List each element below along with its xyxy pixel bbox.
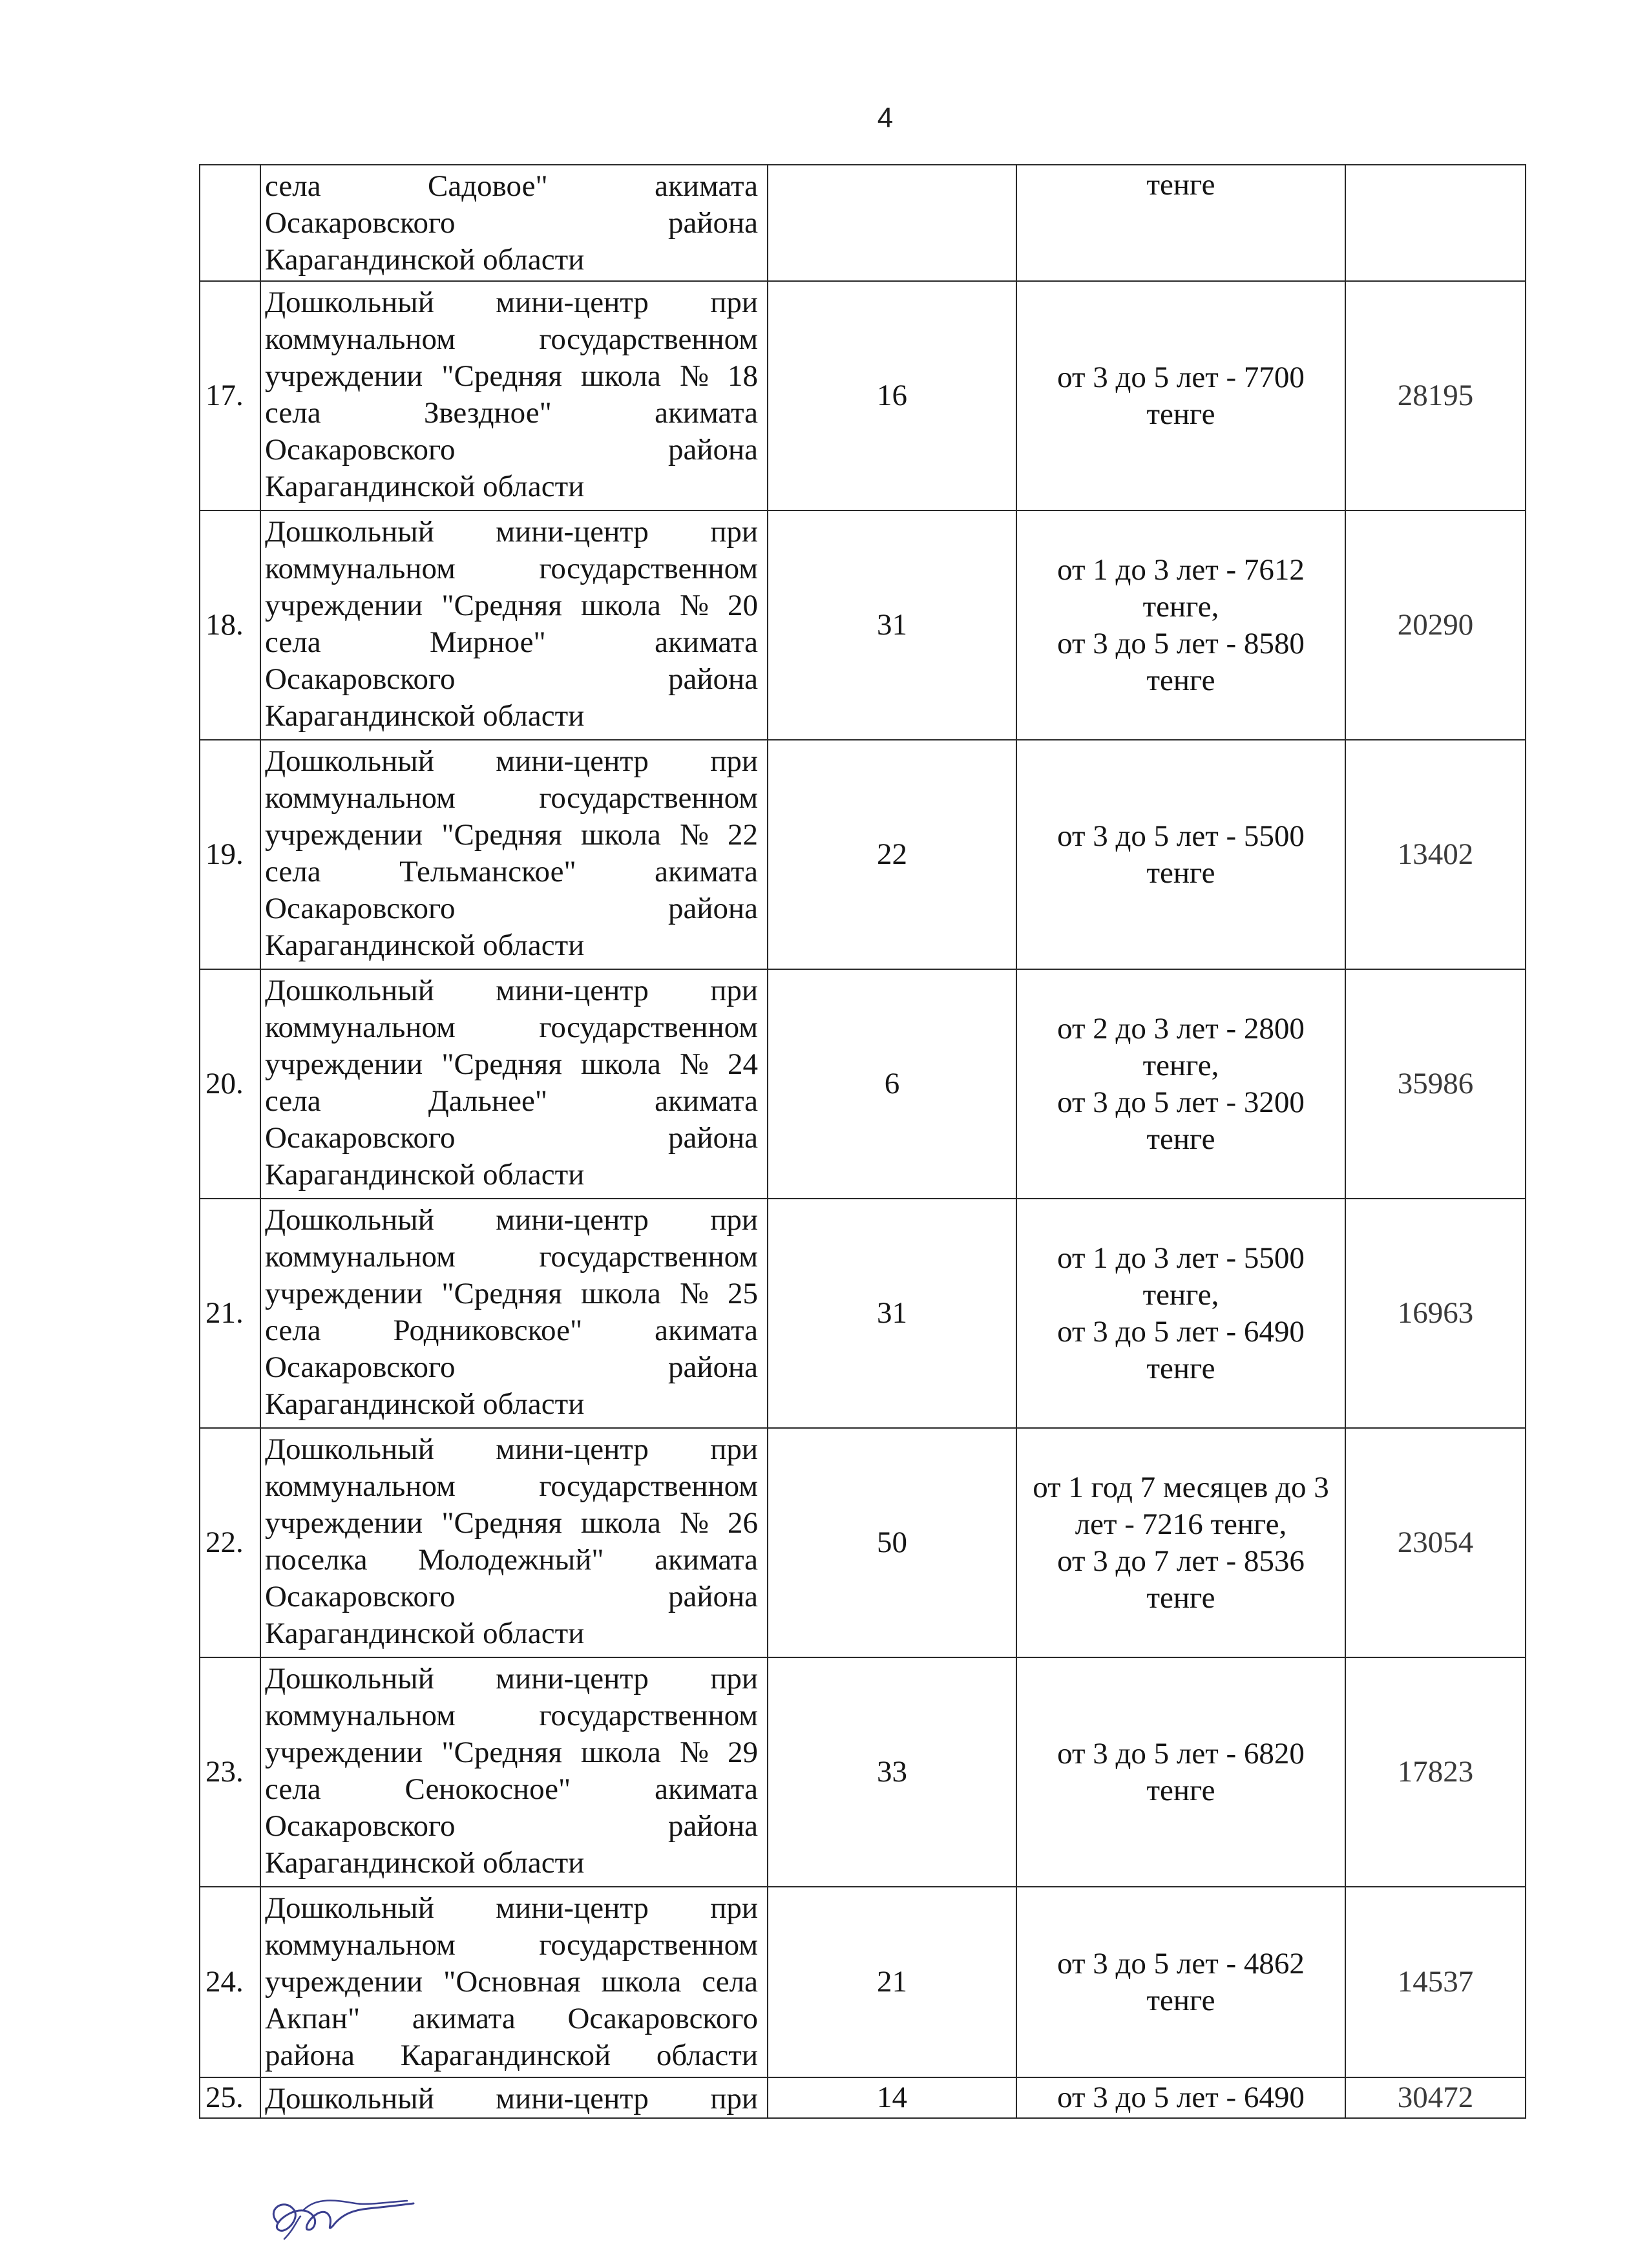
parent-fee-line: от 3 до 5 лет - 6490 [1057, 2081, 1305, 2114]
institution-name-line: Карагандинской области [265, 243, 585, 277]
institution-name [260, 1428, 768, 1657]
table-row [200, 2077, 1526, 2118]
cost-per-child: 16963 [1345, 1199, 1526, 1428]
parent-fee-line: от 3 до 5 лет - 6490 [1057, 1314, 1305, 1349]
institution-name-line: села Садовое" акимата [265, 169, 758, 203]
row-number: 17. [200, 281, 260, 510]
institution-name-line: Дошкольный мини-центр при [265, 974, 758, 1007]
row-number: 23. [200, 1657, 260, 1887]
parent-fee [1016, 510, 1345, 740]
parent-fee-line: тенге [1146, 856, 1215, 890]
institution-name [260, 165, 768, 281]
parent-fee-line: от 2 до 3 лет - 2800 [1057, 1011, 1305, 1045]
institution-name [260, 1199, 768, 1428]
parent-fee [1016, 1199, 1345, 1428]
cost-per-child: 30472 [1345, 2077, 1526, 2118]
institution-name [260, 969, 768, 1199]
parent-fee-line: от 3 до 5 лет - 7700 [1057, 360, 1305, 394]
children-count: 14 [768, 2077, 1016, 2118]
institution-name-line: коммунальном государственном [265, 552, 758, 585]
table-row [200, 969, 1526, 1199]
parent-fee [1016, 165, 1345, 281]
cost-per-child: 14537 [1345, 1887, 1526, 2077]
parent-fee [1016, 1657, 1345, 1887]
institution-name-line: Карагандинской области [265, 1617, 585, 1650]
institution-name-line: Дошкольный мини-центр при [265, 744, 758, 778]
table-row [200, 1199, 1526, 1428]
institution-name-line: Дошкольный мини-центр при [265, 515, 758, 549]
parent-fee [1016, 1428, 1345, 1657]
parent-fee-line: тенге [1146, 1773, 1215, 1807]
parent-fee [1016, 740, 1345, 969]
institution-name [260, 510, 768, 740]
institution-name [260, 1657, 768, 1887]
institution-name-line: Акпан" акимата Осакаровского [265, 2002, 758, 2035]
cost-per-child: 35986 [1345, 969, 1526, 1199]
parent-fee-line: от 3 до 7 лет - 8536 [1057, 1544, 1305, 1578]
institution-name-line: села Звездное" акимата [265, 396, 758, 430]
children-count: 31 [768, 510, 1016, 740]
row-number: 18. [200, 510, 260, 740]
institution-name-line: коммунальном государственном [265, 781, 758, 815]
parent-fee-line: от 3 до 5 лет - 5500 [1057, 819, 1305, 853]
parent-fee-line: тенге, [1142, 589, 1219, 624]
institution-name-line: села Мирное" акимата [265, 625, 758, 659]
institution-name-line: Осакаровского района [265, 1580, 758, 1613]
children-count: 6 [768, 969, 1016, 1199]
parent-fee-line: тенге [1146, 1351, 1215, 1385]
table-row [200, 1428, 1526, 1657]
parent-fee-line: лет - 7216 тенге, [1075, 1507, 1287, 1541]
cost-per-child: 28195 [1345, 281, 1526, 510]
table-row [200, 740, 1526, 969]
institution-name-line: Карагандинской области [265, 470, 585, 503]
parent-fee-line: от 3 до 5 лет - 6820 [1057, 1736, 1305, 1770]
institution-name-line: учреждении "Средняя школа № 22 [265, 818, 758, 852]
children-count: 31 [768, 1199, 1016, 1428]
institution-name-line: села Сенокосное" акимата [265, 1772, 758, 1806]
table-row [200, 281, 1526, 510]
institution-name-line: Осакаровского района [265, 662, 758, 696]
row-number: 20. [200, 969, 260, 1199]
institution-name [260, 281, 768, 510]
row-number: 25. [200, 2077, 260, 2118]
table-row [200, 510, 1526, 740]
children-count: 22 [768, 740, 1016, 969]
parent-fee-line: тенге [1146, 1122, 1215, 1156]
parent-fee-line: тенге [1146, 1580, 1215, 1615]
institution-name-line: Карагандинской области [265, 929, 585, 962]
institution-name [260, 1887, 768, 2077]
children-count: 33 [768, 1657, 1016, 1887]
children-count: 21 [768, 1887, 1016, 2077]
parent-fee [1016, 1887, 1345, 2077]
institution-name-line: учреждении "Средняя школа № 26 [265, 1506, 758, 1540]
institution-name-line: коммунальном государственном [265, 1011, 758, 1044]
row-number: 24. [200, 1887, 260, 2077]
institution-name-line: коммунальном государственном [265, 1928, 758, 1962]
institution-name-line: коммунальном государственном [265, 1469, 758, 1503]
parent-fee-line: тенге, [1142, 1048, 1219, 1082]
institution-name-line: Осакаровского района [265, 1809, 758, 1843]
institution-name-line: села Тельманское" акимата [265, 855, 758, 888]
parent-fee-line: тенге [1146, 397, 1215, 431]
parent-fee-line: тенге [1146, 1983, 1215, 2017]
institution-name-line: Осакаровского района [265, 1350, 758, 1384]
parent-fee-line: от 3 до 5 лет - 4862 [1057, 1946, 1305, 1980]
cost-per-child: 13402 [1345, 740, 1526, 969]
cost-per-child [1345, 165, 1526, 281]
institution-name-line: Карагандинской области [265, 1158, 585, 1192]
institution-name-line: учреждении "Средняя школа № 24 [265, 1047, 758, 1081]
institution-name-line: Осакаровского района [265, 1121, 758, 1155]
institution-name-line: Дошкольный мини-центр при [265, 1203, 758, 1237]
table-row [200, 165, 1526, 281]
institution-name-line: коммунальном государственном [265, 1699, 758, 1732]
institution-name-line: Карагандинской области [265, 1387, 585, 1421]
institution-name-line: учреждении "Средняя школа № 29 [265, 1736, 758, 1769]
institution-name-line: Дошкольный мини-центр при [265, 1662, 758, 1696]
page-number: 4 [877, 102, 894, 134]
parent-fee-line: от 3 до 5 лет - 8580 [1057, 626, 1305, 660]
parent-fee-line: от 3 до 5 лет - 3200 [1057, 1085, 1305, 1119]
children-count: 16 [768, 281, 1016, 510]
institution-name-line: Карагандинской области [265, 699, 585, 733]
row-number: 19. [200, 740, 260, 969]
institution-name-line: района Карагандинской области [265, 2039, 758, 2072]
parent-fee [1016, 969, 1345, 1199]
institution-name-line: учреждении "Средняя школа № 18 [265, 359, 758, 393]
parent-fee-line: от 1 до 3 лет - 7612 [1057, 552, 1305, 587]
children-count [768, 165, 1016, 281]
institution-name-line: коммунальном государственном [265, 1240, 758, 1274]
cost-per-child: 20290 [1345, 510, 1526, 740]
institution-name-line: Карагандинской области [265, 1846, 585, 1880]
parent-fee-line: тенге, [1142, 1277, 1219, 1312]
parent-fee [1016, 281, 1345, 510]
parent-fee [1016, 2077, 1345, 2118]
institution-name-line: Осакаровского района [265, 206, 758, 240]
institution-name-line: коммунальном государственном [265, 322, 758, 356]
parent-fee-line: от 1 год 7 месяцев до 3 [1033, 1470, 1329, 1504]
institution-name-line: Дошкольный мини-центр при [265, 2082, 758, 2116]
signature-image [258, 2184, 426, 2249]
institution-name-line: Дошкольный мини-центр при [265, 1433, 758, 1466]
preschool-fee-table [199, 164, 1526, 2119]
institution-name-line: учреждении "Средняя школа № 20 [265, 589, 758, 622]
institution-name-line: поселка Молодежный" акимата [265, 1543, 758, 1577]
parent-fee-line: тенге [1146, 663, 1215, 697]
institution-name-line: учреждении "Основная школа села [265, 1965, 758, 1999]
institution-name-line: Осакаровского района [265, 892, 758, 925]
institution-name-line: Осакаровского района [265, 433, 758, 467]
row-number: 21. [200, 1199, 260, 1428]
row-number: 22. [200, 1428, 260, 1657]
institution-name-line: села Родниковское" акимата [265, 1314, 758, 1347]
table-row [200, 1657, 1526, 1887]
institution-name [260, 2077, 768, 2118]
table-row [200, 1887, 1526, 2077]
row-number [200, 165, 260, 281]
institution-name-line: Дошкольный мини-центр при [265, 1891, 758, 1925]
cost-per-child: 23054 [1345, 1428, 1526, 1657]
institution-name-line: учреждении "Средняя школа № 25 [265, 1277, 758, 1310]
cost-per-child: 17823 [1345, 1657, 1526, 1887]
children-count: 50 [768, 1428, 1016, 1657]
institution-name-line: села Дальнее" акимата [265, 1084, 758, 1118]
institution-name-line: Дошкольный мини-центр при [265, 286, 758, 319]
institution-name [260, 740, 768, 969]
parent-fee-line: тенге [1146, 168, 1215, 202]
parent-fee-line: от 1 до 3 лет - 5500 [1057, 1241, 1305, 1275]
